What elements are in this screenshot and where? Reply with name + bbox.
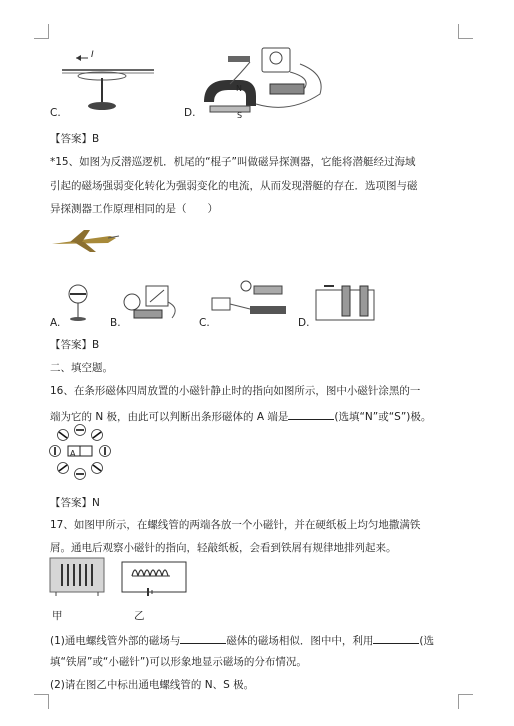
q17-sub-1-part-a: (1)通电螺线管外部的磁场与 [50,635,181,647]
answer-16: 【答案】N [50,497,100,509]
bar-magnet-a-label: A [70,449,76,458]
q17-line-2: 屑。通电后观察小磁针的指向，轻敲纸板，会看到铁屑有规律地排列起来。 [50,542,397,554]
figure-yi-solenoid-circuit [120,558,190,598]
answer-14: 【答案】B [50,133,100,145]
q16-line-2 [50,409,431,424]
figure-option-c-wire-compass [58,46,158,118]
q15-option-c: C. [199,317,210,329]
corner-mark-bottom-left [34,694,49,709]
q17-sub-1-line-1 [50,633,434,648]
q17-blank-1 [180,633,226,644]
corner-mark-top-right [458,24,473,39]
figure-yi-label: 乙 [134,610,145,622]
q15-option-b: B. [110,317,121,329]
figure-jia-label: 甲 [52,610,63,622]
section-2-heading: 二、填空题。 [50,362,113,374]
figure-q15-option-a [60,284,100,324]
q17-sub-1-part-c: (选 [419,635,434,647]
q17-blank-2 [373,633,419,644]
q16-line-2-part-a: 端为它的 N 极，由此可以判断出条形磁体的 A 端是 [50,411,289,423]
q15-line-3: 异探测器工作原理相同的是（ ） [50,203,218,215]
option-d-label: D. [184,107,196,119]
figure-jia-solenoid-iron-filings [50,558,104,596]
q17-sub-1-line-2: 填“铁屑”或“小磁针”)可以形象地显示磁场的分布情况。 [50,656,307,668]
q16-line-1: 16、在条形磁体四周放置的小磁针静止时的指向如图所示，图中小磁针涂黑的一 [50,385,421,397]
magnet-s-label: S [237,111,243,120]
magnet-n-label: N [236,84,242,93]
corner-mark-top-left [34,24,49,39]
q16-answer-blank [288,409,334,420]
figure-q15-option-c [210,280,290,324]
option-c-label: C. [50,107,61,119]
current-label: I [91,50,94,60]
q17-line-1: 17、如图甲所示，在螺线管的两端各放一个小磁针，并在硬纸板上均匀地撒满铁 [50,519,421,531]
answer-15: 【答案】B [50,339,100,351]
q17-sub-2: (2)请在图乙中标出通电螺线管的 N、S 极。 [50,679,255,691]
figure-q15-option-b [120,282,190,324]
figure-option-d-circuit-magnet [200,44,330,116]
q15-option-a: A. [50,317,61,329]
corner-mark-bottom-right [458,694,473,709]
figure-bar-magnet-compasses [50,424,110,482]
q17-sub-1-part-b: 磁体的磁场相似．图中中，利用 [226,635,374,647]
q15-line-2: 引起的磁场强弱变化转化为强弱变化的电流，从而发现潜艇的存在．选项图与磁 [50,180,418,192]
patrol-aircraft-image [50,226,120,254]
figure-q15-option-d [312,282,382,324]
q15-line-1: *15、如图为反潜巡逻机．机尾的“棍子”叫做磁异探测器，它能将潜艇经过海域 [50,156,416,168]
q15-option-d: D. [298,317,310,329]
q16-line-2-part-b: (选填“N”或“S”)极。 [334,411,432,423]
